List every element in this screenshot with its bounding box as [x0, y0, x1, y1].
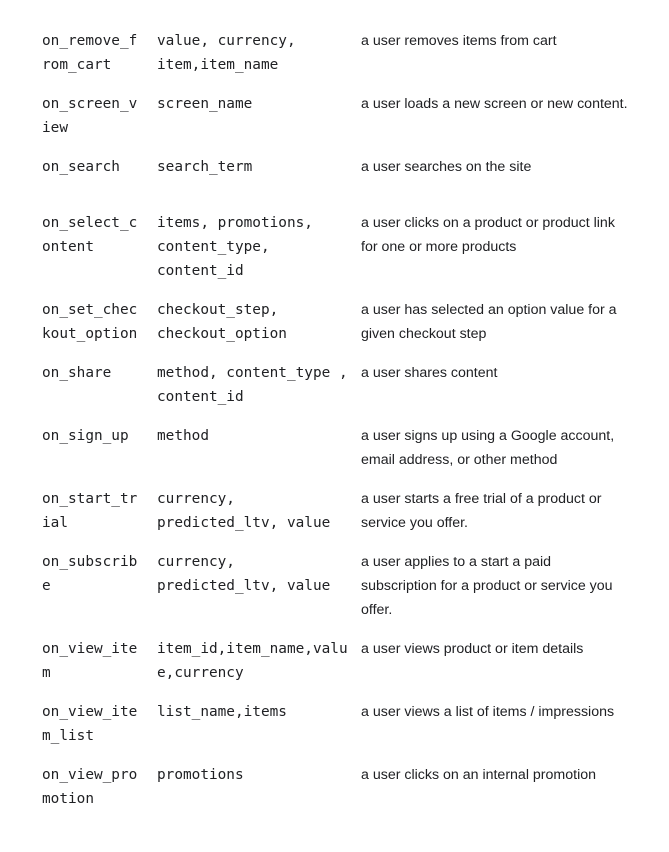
description-line: a user views a list of items / impressions [361, 704, 615, 720]
description-line: offer. [361, 602, 393, 618]
description-cell [361, 763, 631, 787]
event-name-line: on_sign_up [42, 428, 129, 444]
description-cell [361, 637, 631, 661]
description-line: a user removes items from cart [361, 33, 557, 49]
parameters-line: currency, [157, 554, 235, 570]
description-line: a user views product or item details [361, 641, 584, 657]
description-line: a user has selected an option value for a [361, 302, 617, 318]
event-name-line: on_select_c [42, 215, 138, 231]
parameters-line: predicted_ltv, value [157, 515, 331, 531]
description-line: a user clicks on an internal promotion [361, 767, 597, 783]
parameters-cell [157, 92, 357, 116]
event-name-line: on_subscrib [42, 554, 138, 570]
parameters-cell [157, 361, 357, 409]
event-name-cell [42, 700, 150, 748]
description-line: service you offer. [361, 515, 468, 531]
event-name-cell [42, 29, 150, 77]
parameters-cell [157, 29, 357, 77]
parameters-cell [157, 550, 357, 598]
description-line: a user shares content [361, 365, 498, 381]
event-name-cell [42, 637, 150, 685]
parameters-cell [157, 700, 357, 724]
description-line: a user applies to a start a paid [361, 554, 552, 570]
description-cell [361, 550, 631, 622]
event-name-line: e [42, 578, 51, 594]
event-name-line: motion [42, 791, 94, 807]
event-name-line: kout_option [42, 326, 138, 342]
parameters-cell [157, 424, 357, 448]
parameters-cell [157, 155, 357, 179]
parameters-line: method, content_type , [157, 365, 348, 381]
parameters-line: currency, [157, 491, 235, 507]
event-name-cell [42, 211, 150, 259]
description-cell [361, 155, 631, 179]
parameters-line: e,currency [157, 665, 244, 681]
event-name-cell [42, 92, 150, 140]
event-name-line: on_screen_v [42, 96, 138, 112]
event-name-line: on_remove_f [42, 33, 138, 49]
description-line: a user starts a free trial of a product or [361, 491, 602, 507]
parameters-line: content_type, [157, 239, 270, 255]
event-name-cell [42, 763, 150, 811]
event-name-line: m_list [42, 728, 94, 744]
parameters-line: checkout_option [157, 326, 287, 342]
parameters-line: item,item_name [157, 57, 279, 73]
parameters-line: screen_name [157, 96, 253, 112]
parameters-line: value, currency, [157, 33, 296, 49]
description-cell [361, 92, 631, 116]
event-name-line: iew [42, 120, 68, 136]
description-line: a user searches on the site [361, 159, 532, 175]
parameters-line: list_name,items [157, 704, 287, 720]
event-name-line: on_set_chec [42, 302, 138, 318]
parameters-line: content_id [157, 263, 244, 279]
description-line: subscription for a product or service you [361, 578, 613, 594]
event-name-line: on_view_ite [42, 641, 138, 657]
event-name-line: ial [42, 515, 68, 531]
description-line: email address, or other method [361, 452, 558, 468]
event-name-cell [42, 424, 150, 448]
description-line: a user signs up using a Google account, [361, 428, 615, 444]
event-name-cell [42, 361, 150, 385]
event-name-line: on_share [42, 365, 112, 381]
description-cell [361, 700, 631, 724]
description-line: for one or more products [361, 239, 517, 255]
event-name-line: rom_cart [42, 57, 112, 73]
description-cell [361, 298, 631, 346]
description-cell [361, 487, 631, 535]
event-name-line: on_start_tr [42, 491, 138, 507]
parameters-line: checkout_step, [157, 302, 279, 318]
parameters-cell [157, 763, 357, 787]
parameters-cell [157, 637, 357, 685]
parameters-cell [157, 487, 357, 535]
event-name-cell [42, 487, 150, 535]
parameters-line: items, promotions, [157, 215, 313, 231]
parameters-line: method [157, 428, 209, 444]
parameters-line: promotions [157, 767, 244, 783]
description-cell [361, 424, 631, 472]
parameters-line: content_id [157, 389, 244, 405]
parameters-cell [157, 211, 357, 283]
event-name-line: m [42, 665, 51, 681]
description-line: a user clicks on a product or product link [361, 215, 615, 231]
event-name-line: on_view_ite [42, 704, 138, 720]
description-line: given checkout step [361, 326, 487, 342]
event-name-line: on_search [42, 159, 120, 175]
parameters-line: predicted_ltv, value [157, 578, 331, 594]
event-name-cell [42, 298, 150, 346]
description-cell [361, 29, 631, 53]
event-name-line: ontent [42, 239, 94, 255]
event-name-cell [42, 155, 150, 179]
description-cell [361, 211, 631, 259]
event-name-line: on_view_pro [42, 767, 138, 783]
parameters-cell [157, 298, 357, 346]
parameters-line: item_id,item_name,valu [157, 641, 348, 657]
event-name-cell [42, 550, 150, 598]
parameters-line: search_term [157, 159, 253, 175]
description-cell [361, 361, 631, 385]
description-line: a user loads a new screen or new content. [361, 96, 628, 112]
